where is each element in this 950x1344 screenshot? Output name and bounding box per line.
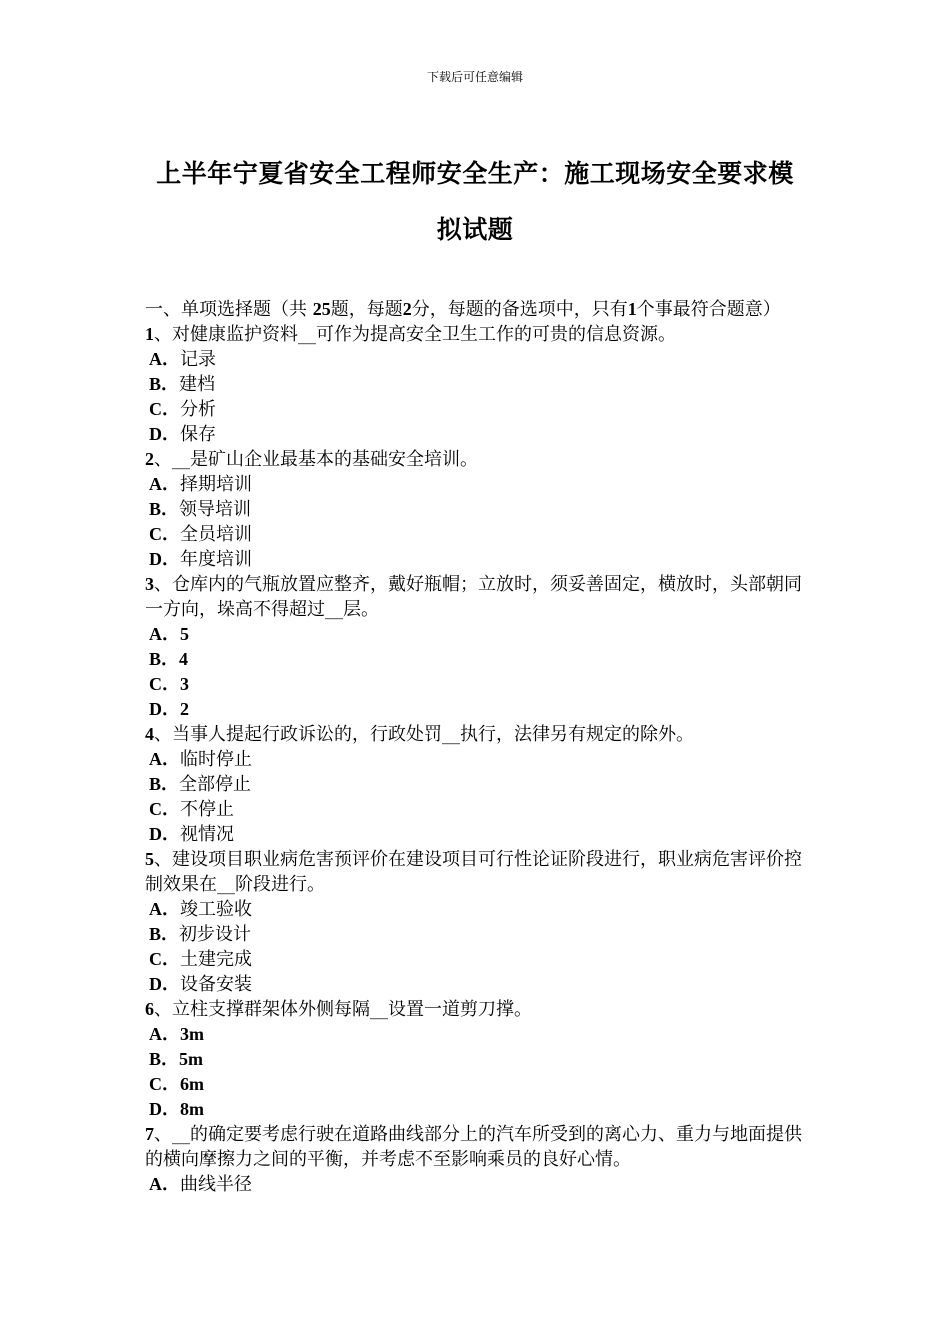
question-text: 1、对健康监护资料__可作为提高安全卫生工作的可贵的信息资源。 [145, 324, 676, 345]
answer-option [145, 497, 810, 522]
option-text: 年度培训 [180, 549, 252, 570]
option-letter: D． [149, 424, 180, 444]
question-text: 7、__的确定要考虑行驶在道路曲线部分上的汽车所受到的离心力、重力与地面提供的横向摩擦力之间的平衡，并考虑不至影响乘员的良好心情。 [145, 1124, 802, 1170]
question-item [145, 572, 810, 722]
answer-option [145, 947, 810, 972]
option-text: 5m [179, 1049, 204, 1069]
option-letter: A． [149, 1174, 180, 1194]
answer-option [145, 922, 810, 947]
option-text: 8m [180, 1099, 204, 1119]
option-text: 2 [180, 699, 189, 719]
option-letter: D． [149, 1099, 180, 1119]
option-text: 不停止 [180, 799, 234, 820]
option-text: 设备安装 [180, 974, 252, 995]
option-letter: A． [149, 624, 180, 644]
option-text: 全员培训 [180, 524, 252, 545]
option-letter: A． [149, 474, 180, 494]
answer-option [145, 1022, 810, 1047]
question-item [145, 997, 810, 1122]
question-text: 4、当事人提起行政诉讼的，行政处罚__执行，法律另有规定的除外。 [145, 724, 694, 745]
option-letter: B． [149, 499, 180, 519]
answer-option [145, 347, 810, 372]
option-text: 3 [180, 674, 189, 694]
answer-option [145, 1172, 810, 1197]
option-text: 视情况 [180, 824, 234, 845]
document-title-line2: 拟试题 [436, 215, 514, 244]
option-letter: B． [149, 374, 180, 394]
option-letter: B． [149, 1049, 180, 1069]
document-body [145, 297, 810, 1197]
option-letter: C． [149, 674, 180, 694]
document-title [140, 146, 810, 258]
option-text: 分析 [180, 399, 216, 420]
answer-option [145, 522, 810, 547]
question-text: 3、仓库内的气瓶放置应整齐，戴好瓶帽；立放时，须妥善固定，横放时，头部朝同一方向，垛高不得超过__层。 [145, 574, 802, 620]
option-letter: C． [149, 949, 180, 969]
answer-option [145, 397, 810, 422]
option-text: 建档 [179, 374, 216, 395]
question-item [145, 847, 810, 997]
option-letter: B． [149, 924, 180, 944]
option-letter: A． [149, 349, 180, 369]
answer-option [145, 897, 810, 922]
answer-option [145, 547, 810, 572]
option-text: 6m [180, 1074, 204, 1094]
answer-option [145, 1097, 810, 1122]
answer-option [145, 422, 810, 447]
answer-option [145, 622, 810, 647]
option-text: 保存 [180, 424, 216, 445]
option-text: 记录 [180, 349, 216, 370]
option-letter: B． [149, 649, 180, 669]
answer-option [145, 672, 810, 697]
option-letter: B． [149, 774, 180, 794]
option-text: 4 [179, 649, 189, 669]
option-text: 领导培训 [179, 499, 252, 520]
question-item [145, 1122, 810, 1197]
option-letter: A． [149, 749, 180, 769]
option-text: 全部停止 [179, 774, 252, 795]
question-list [145, 322, 810, 1197]
option-letter: A． [149, 1024, 180, 1044]
answer-option [145, 822, 810, 847]
question-item [145, 322, 810, 447]
option-text: 初步设计 [179, 924, 252, 945]
option-text: 曲线半径 [180, 1174, 252, 1195]
answer-option [145, 972, 810, 997]
answer-option [145, 372, 810, 397]
option-text: 土建完成 [180, 949, 252, 970]
answer-option [145, 772, 810, 797]
page-header: 下载后可任意编辑 [426, 70, 523, 84]
option-letter: C． [149, 524, 180, 544]
question-item [145, 722, 810, 847]
section-heading: 一、单项选择题（共 25题，每题2分，每题的备选项中，只有1个事最符合题意） [145, 299, 781, 320]
question-text: 2、__是矿山企业最基本的基础安全培训。 [145, 449, 478, 470]
option-text: 竣工验收 [180, 899, 252, 920]
document-title-line1: 上半年宁夏省安全工程师安全生产：施工现场安全要求模 [156, 159, 794, 188]
answer-option [145, 472, 810, 497]
option-letter: D． [149, 549, 180, 569]
answer-option [145, 1072, 810, 1097]
option-letter: C． [149, 799, 180, 819]
option-letter: D． [149, 974, 180, 994]
option-text: 临时停止 [180, 749, 252, 770]
answer-option [145, 797, 810, 822]
question-item [145, 447, 810, 572]
option-text: 择期培训 [180, 474, 252, 495]
option-text: 5 [180, 624, 189, 644]
answer-option [145, 1047, 810, 1072]
question-text: 5、建设项目职业病危害预评价在建设项目可行性论证阶段进行，职业病危害评价控制效果在__阶段进行。 [145, 849, 802, 895]
answer-option [145, 747, 810, 772]
option-letter: A． [149, 899, 180, 919]
option-text: 3m [180, 1024, 204, 1044]
option-letter: C． [149, 399, 180, 419]
answer-option [145, 697, 810, 722]
question-text: 6、立柱支撑群架体外侧每隔__设置一道剪刀撑。 [145, 999, 532, 1020]
option-letter: C． [149, 1074, 180, 1094]
option-letter: D． [149, 824, 180, 844]
option-letter: D． [149, 699, 180, 719]
answer-option [145, 647, 810, 672]
